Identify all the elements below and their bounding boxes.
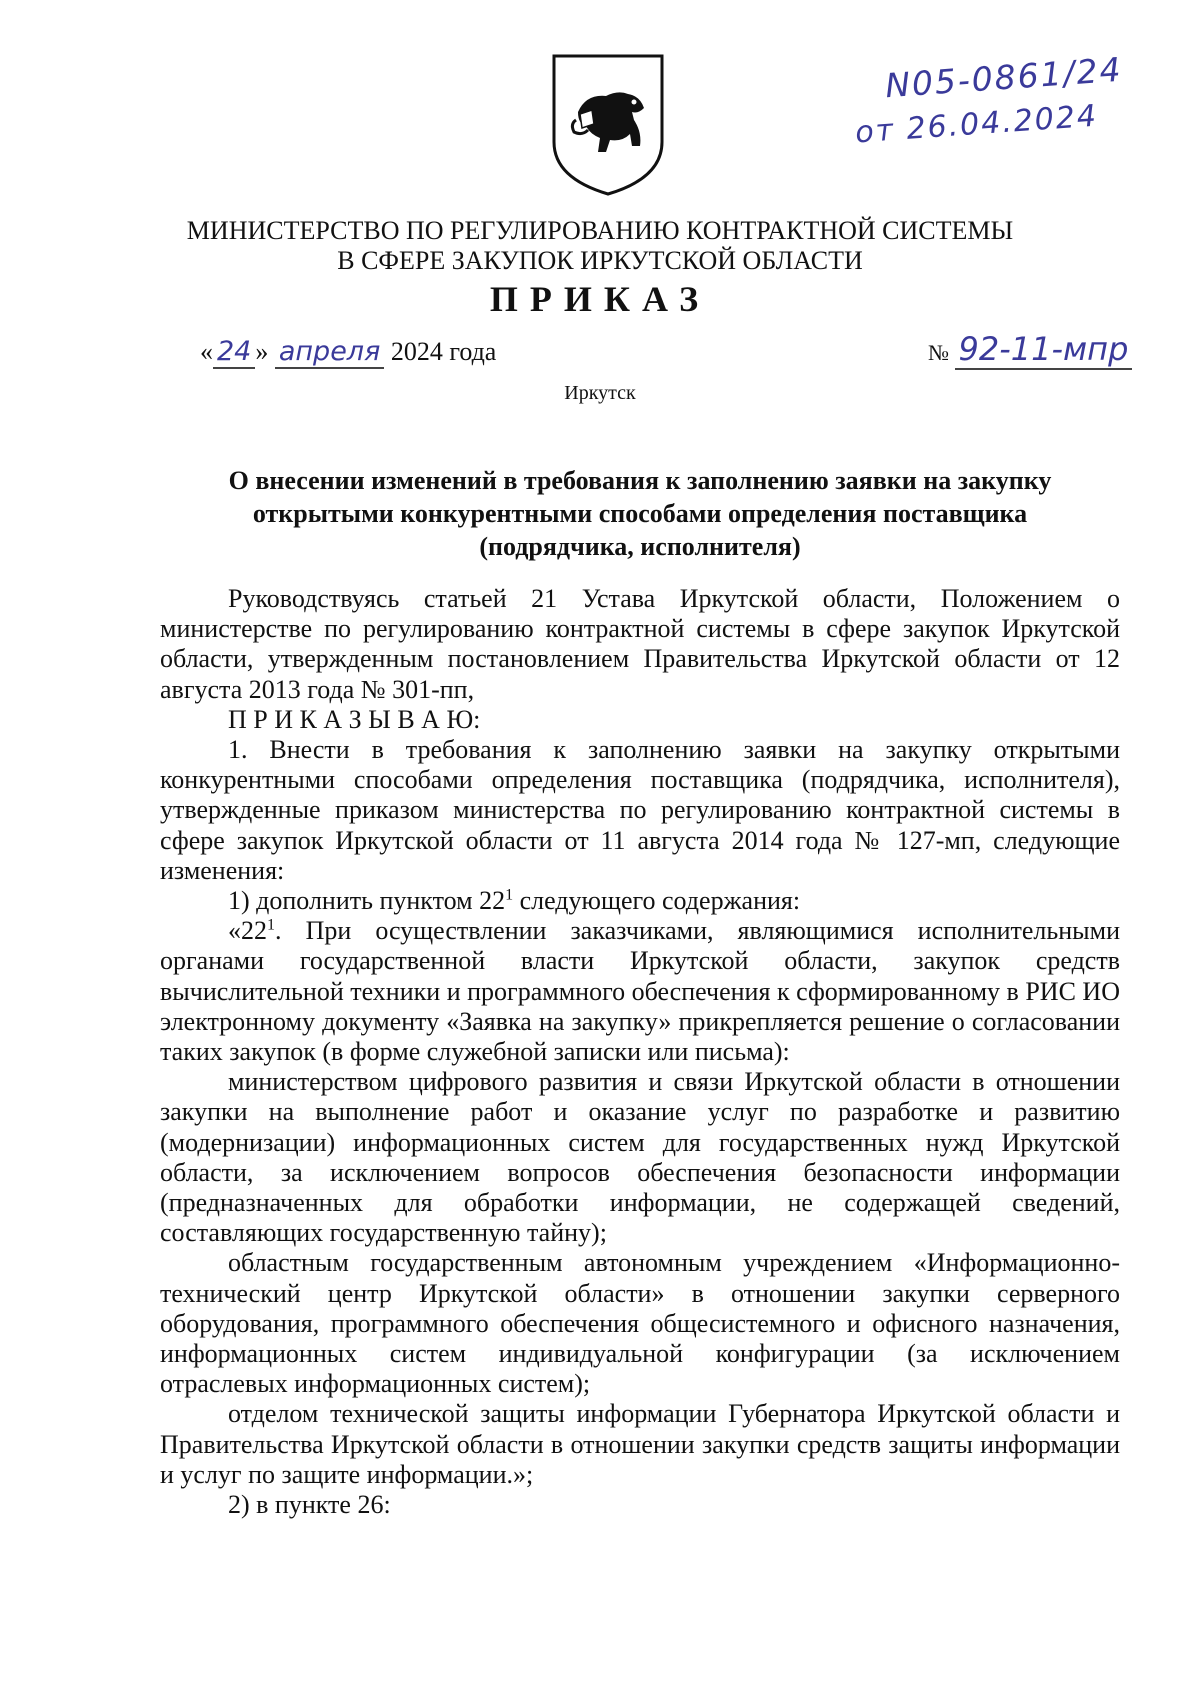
- ministry-line-1: МИНИСТЕРСТВО ПО РЕГУЛИРОВАНИЮ КОНТРАКТНОЙ СИСТЕМЫ: [186, 216, 1014, 245]
- subject-line-3: (подрядчика, исполнителя): [479, 532, 801, 561]
- order-body: [160, 584, 1120, 1520]
- date-open-quote: «: [200, 337, 213, 366]
- body-paragraph-security-department: отделом технической защиты информации Губернатора Иркутской области и Правительства Иркутской области в отношении закупки средств защиты информации и услуг по защите информации.»;: [160, 1399, 1120, 1489]
- date-month: апреля: [275, 336, 384, 369]
- ministry-heading: [0, 216, 1200, 276]
- body-paragraph-subitem-1: [160, 886, 1120, 916]
- body-paragraph-point-22-1: [160, 916, 1120, 1067]
- coat-of-arms-emblem: [548, 50, 668, 198]
- subitem-1-superscript: 1: [505, 886, 514, 904]
- subject-line-1: О внесении изменений в требования к заполнению заявки на закупку: [228, 466, 1052, 495]
- subitem-1-text-b: следующего содержания:: [513, 886, 801, 916]
- ministry-line-2: В СФЕРЕ ЗАКУПОК ИРКУТСКОЙ ОБЛАСТИ: [337, 246, 863, 275]
- point-22-1-superscript: 1: [267, 916, 275, 934]
- order-date: [200, 336, 496, 367]
- order-subject: [160, 464, 1120, 563]
- subject-line-2: открытыми конкурентными способами определения поставщика: [252, 499, 1028, 528]
- date-year: 2024 года: [390, 337, 497, 366]
- document-type-title: ПРИКАЗ: [489, 279, 711, 319]
- city: Иркутск: [564, 382, 636, 404]
- body-paragraph-item-1: 1. Внести в требования к заполнению заявки на закупку открытыми конкурентными способами определения поставщика (подрядчика, исполнителя), утвержденные приказом министерства по регулированию контрактной системы в сфере закупок Иркутской области от 11 августа 2014 года № 127-мп, следующие изменения:: [160, 735, 1120, 885]
- point-22-1-text-a: «22: [228, 916, 267, 946]
- date-day: 24: [213, 336, 255, 369]
- subitem-1-text-a: 1) дополнить пунктом 22: [228, 886, 506, 916]
- body-paragraph-order: П Р И К А З Ы В А Ю:: [228, 704, 481, 734]
- number-value: 92-11-мпр: [955, 330, 1133, 370]
- order-number: [928, 330, 1132, 368]
- date-close-quote: »: [255, 337, 269, 366]
- point-22-1-text-b: . При осуществлении заказчиками, являющимися исполнительными органами государственной власти Иркутской области, закупок средств вычислительной техники и программного обеспечения к сформированному в РИС ИО электронному документу «Заявка на закупку» прикрепляется решение о согласовании таких закупок (в форме служебной записки или письма):: [160, 916, 1120, 1067]
- body-paragraph-digital-ministry: министерством цифрового развития и связи Иркутской области в отношении закупки на выполнение работ и оказание услуг по разработке и развитию (модернизации) информационных систем для государственных нужд Иркутской области, за исключением вопросов обеспечения безопасности информации (предназначенных для обработки информации, не содержащей сведений, составляющих государственную тайну);: [160, 1067, 1120, 1248]
- body-paragraph-item-26: 2) в пункте 26:: [228, 1490, 391, 1520]
- handwritten-registration-date: от 26.04.2024: [854, 98, 1100, 151]
- number-sign: №: [928, 340, 949, 365]
- body-paragraph-preamble: Руководствуясь статьей 21 Устава Иркутской области, Положением о министерстве по регулированию контрактной системы в сфере закупок Иркутской области, утвержденным постановлением Правительства Иркутской области от 12 августа 2013 года № 301-пп,: [160, 584, 1120, 704]
- body-paragraph-it-center: областным государственным автономным учреждением «Информационно-технический центр Иркутской области» в отношении закупки серверного оборудования, программного обеспечения общесистемного и офисного назначения, информационных систем индивидуальной конфигурации (за исключением отраслевых информационных систем);: [160, 1248, 1120, 1399]
- handwritten-registration-number: N05-0861/24: [883, 49, 1124, 106]
